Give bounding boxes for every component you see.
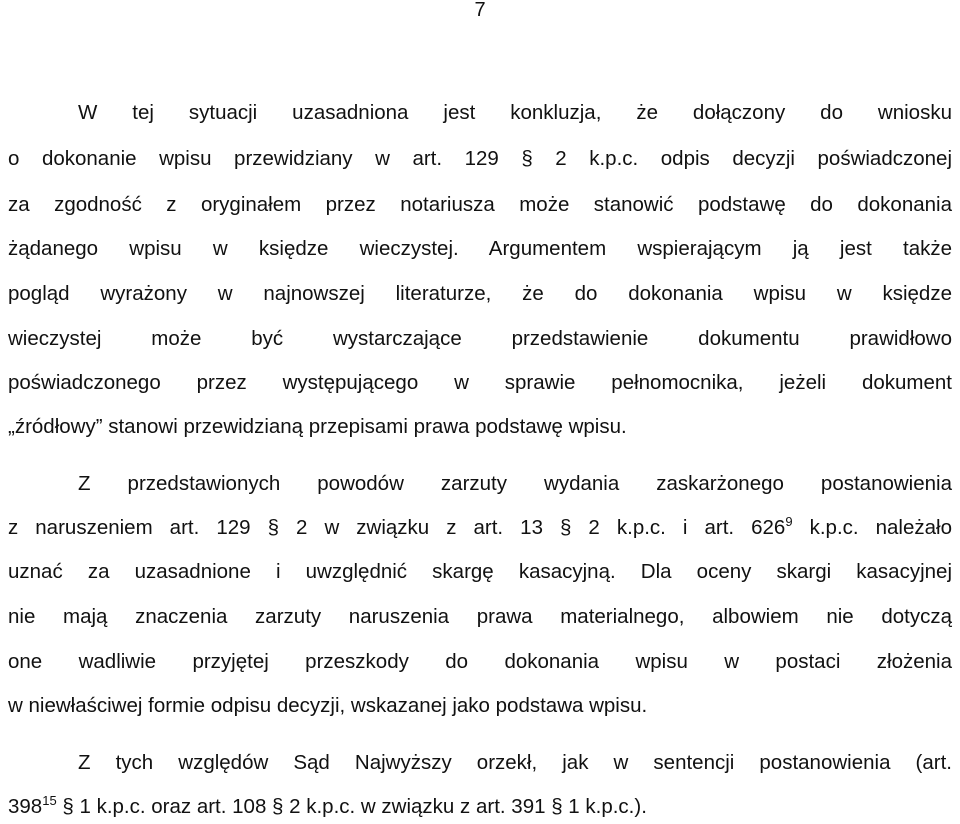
text-line: za zgodność z oryginałem przez notariusza może stanowić podstawę do dokonania bbox=[8, 193, 952, 216]
text-line: wieczystej może być wystarczające przedstawienie dokumentu prawidłowo bbox=[8, 327, 952, 350]
text-line-with-superscript bbox=[8, 515, 952, 541]
text-line: nie mają znaczenia zarzuty naruszenia prawa materialnego, albowiem nie dotyczą bbox=[8, 605, 952, 628]
text-line: one wadliwie przyjętej przeszkody do dokonania wpisu w postaci złożenia bbox=[8, 650, 952, 673]
text-line: żądanego wpisu w księdze wieczystej. Argumentem wspierającym ją jest także bbox=[8, 237, 952, 260]
text-line: w niewłaściwej formie odpisu decyzji, wskazanej jako podstawa wpisu. bbox=[8, 694, 648, 717]
text-segment: z naruszeniem art. 129 § 2 w związku z art. 13 § 2 k.p.c. i art. 626 bbox=[8, 516, 786, 539]
text-line: poświadczonego przez występującego w sprawie pełnomocnika, jeżeli dokument bbox=[8, 371, 952, 394]
text-line: W tej sytuacji uzasadniona jest konkluzja, że dołączony do wniosku bbox=[78, 101, 952, 124]
text-line: „źródłowy” stanowi przewidzianą przepisami prawa podstawę wpisu. bbox=[8, 415, 627, 438]
text-line: Z przedstawionych powodów zarzuty wydania zaskarżonego postanowienia bbox=[78, 472, 952, 495]
text-line: pogląd wyrażony w najnowszej literaturze, że do dokonania wpisu w księdze bbox=[8, 282, 952, 305]
text-line-with-superscript bbox=[8, 794, 952, 820]
superscript: 15 bbox=[42, 793, 57, 809]
page-number: 7 bbox=[474, 0, 486, 21]
text-line: uznać za uzasadnione i uwzględnić skargę kasacyjną. Dla oceny skargi kasacyjnej bbox=[8, 560, 952, 583]
text-segment: 398 bbox=[8, 795, 43, 818]
text-segment: § 1 k.p.c. oraz art. 108 § 2 k.p.c. w związku z art. 391 § 1 k.p.c.). bbox=[56, 795, 647, 818]
text-line: Z tych względów Sąd Najwyższy orzekł, jak w sentencji postanowienia (art. bbox=[78, 751, 952, 774]
text-segment: k.p.c. należało bbox=[792, 516, 952, 539]
superscript: 9 bbox=[785, 514, 793, 530]
text-line: o dokonanie wpisu przewidziany w art. 129 § 2 k.p.c. odpis decyzji poświadczonej bbox=[8, 147, 952, 170]
